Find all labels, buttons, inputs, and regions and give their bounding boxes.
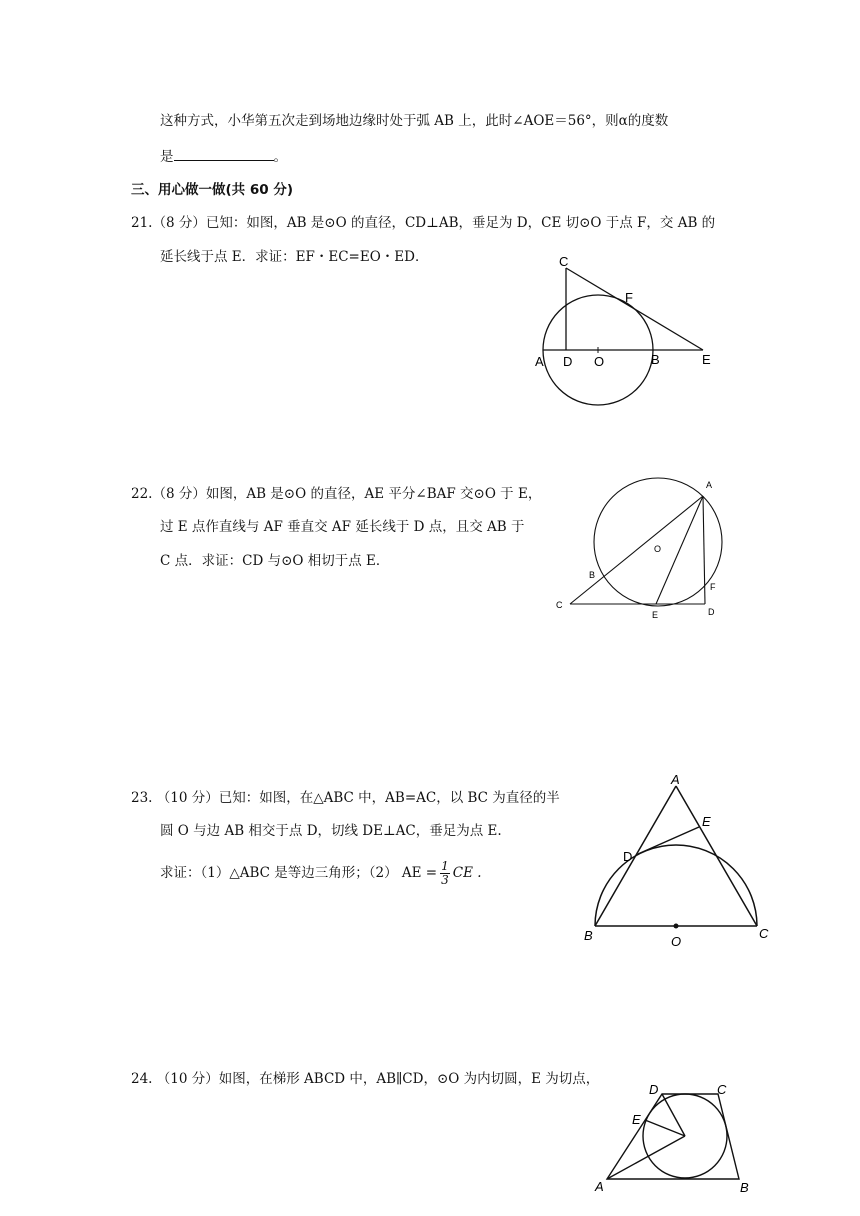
q22-label-b: B [589,570,596,580]
q21-line1: 21.（8 分）已知：如图，AB 是⊙O 的直径，CD⊥AB，垂足为 D，CE 切⊙O 于点 F，交 AB 的 [131,215,716,231]
q23-frac-den: 3 [441,873,449,887]
q22-label-f: F [710,582,716,592]
q21-label-a: A [535,354,544,369]
q23-label-e: E [702,814,711,829]
q21-label-b: B [651,352,660,367]
q22-label-c: C [556,600,563,610]
q24-line1: 24. （10 分）如图，在梯形 ABCD 中，AB∥CD，⊙O 为内切圆，E 为切点， [131,1071,600,1087]
q24-label-e: E [632,1112,641,1127]
q22-line2: 过 E 点作直线与 AF 垂直交 AF 延长线于 D 点，且交 AB 于 [160,519,525,535]
q22-label-a: A [706,480,713,490]
q22-figure [548,474,738,624]
q20-line1: 这种方式，小华第五次走到场地边缘时处于弧 AB 上，此时∠AOE＝56°，则α的度数 [160,113,669,129]
q24-label-a: A [595,1179,604,1194]
q20-line2-post: 。 [273,149,287,165]
section-title: 三、用心做一做(共 60 分) [131,182,294,198]
q20-line2-pre: 是 [160,149,174,165]
q24-figure [590,1078,760,1198]
q20-line2 [160,148,287,165]
q21-label-e: E [702,352,711,367]
q23-label-d: D [623,849,633,864]
answer-blank[interactable] [174,148,274,161]
q21-label-c: C [559,254,569,269]
q23-fraction [440,860,450,887]
q22-line1: 22.（8 分）如图，AB 是⊙O 的直径，AE 平分∠BAF 交⊙O 于 E， [131,486,542,502]
q23-frac-num: 1 [441,859,449,873]
q23-label-a: A [671,772,680,787]
q21-label-o: O [594,354,605,369]
q21-figure [528,248,728,408]
q23-label-o: O [671,934,682,949]
q23-line3-post: CE . [452,865,482,881]
q22-label-e: E [652,610,659,620]
q21-label-f: F [625,290,633,305]
q21-label-d: D [563,354,573,369]
q23-label-b: B [584,928,593,943]
q24-label-b: B [740,1180,749,1195]
q23-line3-pre: 求证：（1）△ABC 是等边三角形；（2） AE = [160,865,438,881]
q21-line2: 延长线于点 E．求证：EF・EC=EO・ED． [160,249,429,265]
q24-label-d: D [649,1082,659,1097]
q22-label-o: O [654,544,662,554]
q23-line3 [160,860,482,887]
q23-figure [578,770,778,955]
q22-label-d: D [708,607,715,617]
q23-line2: 圆 O 与边 AB 相交于点 D，切线 DE⊥AC，垂足为点 E. [160,823,502,839]
q24-label-c: C [717,1082,727,1097]
q23-label-c: C [759,926,769,941]
q23-line1: 23. （10 分）已知：如图，在△ABC 中，AB=AC，以 BC 为直径的半 [131,790,560,806]
q22-line3: C 点．求证：CD 与⊙O 相切于点 E． [160,553,390,569]
